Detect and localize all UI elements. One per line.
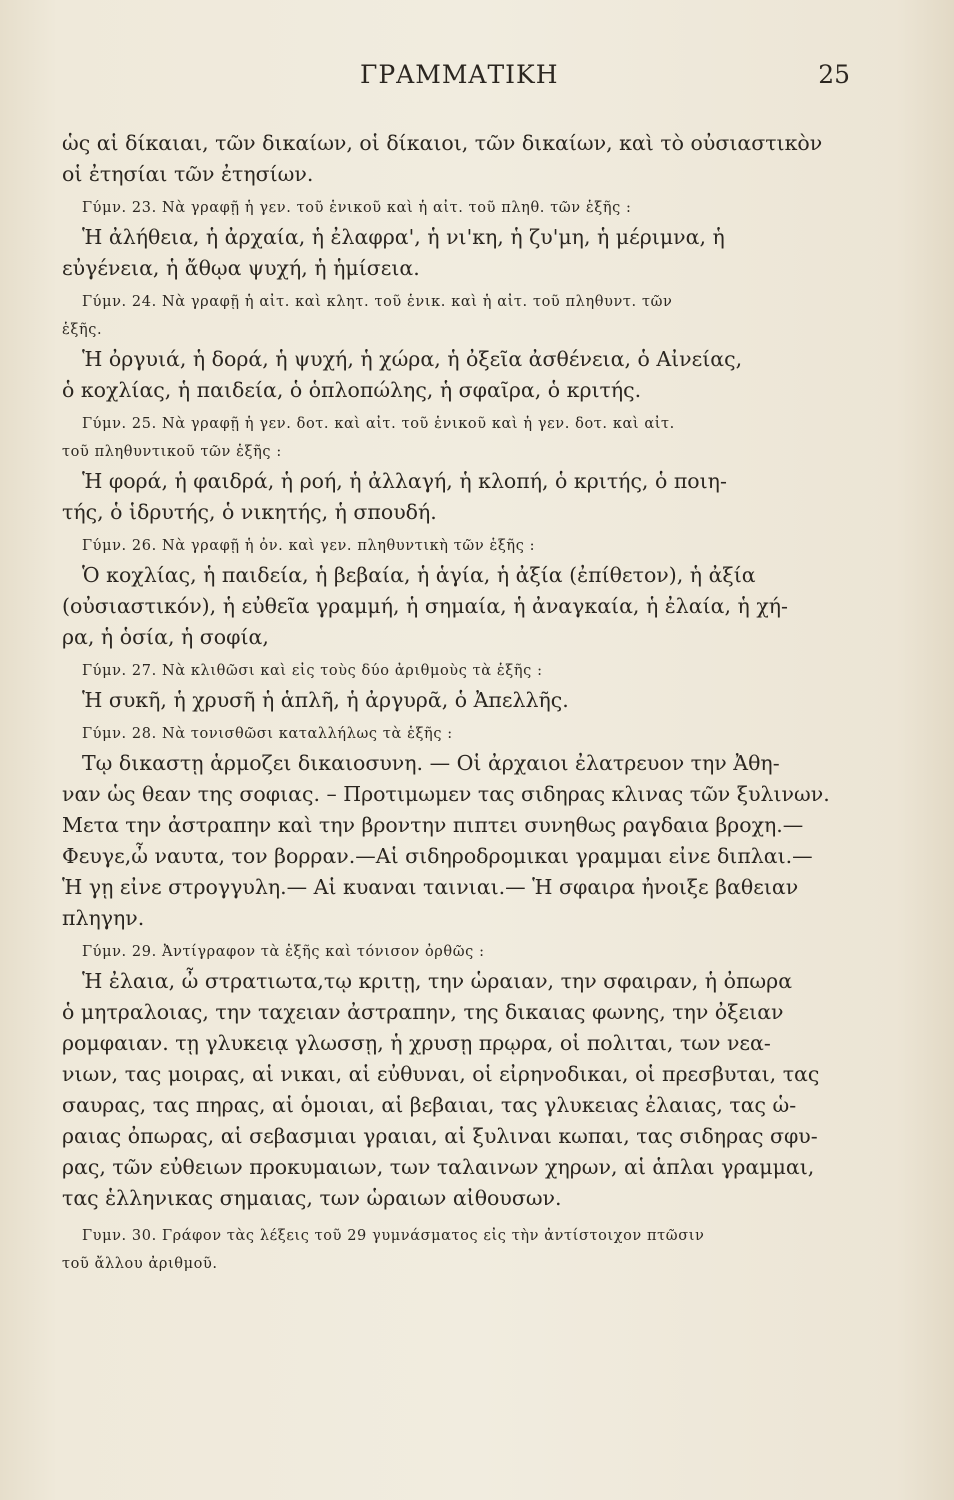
text-line: ραιας ὀπωρας, αἱ σεβασμιαι γραιαι, αἱ ξυλιναι κωπαι, τας σιδηρας σφυ- (62, 1124, 818, 1148)
text-line: (οὐσιαστικόν), ἡ εὐθεῖα γραμμή, ἡ σημαία, ἡ ἀναγκαία, ἡ ἐλαία, ἡ χή- (62, 594, 788, 618)
text-line: σαυρας, τας πηρας, αἱ ὁμοιαι, αἱ βεβαιαι, τας γλυκειας ἐλαιας, τας ὡ- (62, 1093, 797, 1117)
text-line: ρομφαιαν. τῃ γλυκειᾳ γλωσσῃ, ἡ χρυσῃ πρῳρα, οἱ πολιται, των νεα- (62, 1031, 771, 1055)
exercise-heading-25: Γύμν. 25. Νὰ γραφῇ ἡ γεν. δοτ. καὶ αἰτ. τοῦ ἑνικοῦ καὶ ἡ γεν. δοτ. καὶ αἰτ. (82, 416, 675, 432)
text-line: Ἡ ὀργυιά, ἡ δορά, ἡ ψυχή, ἡ χώρα, ἡ ὀξεῖα ἀσθένεια, ὁ Αἰνείας, (82, 347, 743, 371)
text-line: Ἡ ἐλαια, ὦ στρατιωτα,τῳ κριτῃ, την ὡραιαν, την σφαιραν, ἡ ὀπωρα (82, 969, 793, 993)
text-line: οἱ ἐτησίαι τῶν ἐτησίων. (62, 162, 314, 186)
text-line: Ἡ συκῆ, ἡ χρυσῆ ἡ ἁπλῆ, ἡ ἀργυρᾶ, ὁ Ἀπελλῆς. (82, 688, 569, 712)
text-line: νιων, τας μοιρας, αἱ νικαι, αἱ εὐθυναι, οἱ εἰρηνοδικαι, οἱ πρεσβυται, τας (62, 1062, 820, 1086)
text-line: Ἡ ἀλήθεια, ἡ ἀρχαία, ἡ ἐλαφρα', ἡ νι'κη, ἡ ζυ'μη, ἡ μέριμνα, ἡ (82, 225, 725, 249)
text-line: εὐγένεια, ἡ ἄθῳα ψυχή, ἡ ἡμίσεια. (62, 256, 420, 280)
text-line: Ὁ κοχλίας, ἡ παιδεία, ἡ βεβαία, ἡ ἁγία, ἡ ἀξία (ἐπίθετον), ἡ ἀξία (82, 563, 756, 587)
running-title: ΓΡΑΜΜΑΤΙΚΗ (360, 60, 559, 89)
text-line: τας ἑλληνικας σημαιας, των ὡραιων αἰθουσων. (62, 1186, 562, 1210)
text-line: Ἡ γῃ εἰνε στρογγυλη.— Αἱ κυαναι ταινιαι.— Ἡ σφαιρα ἠνοιξε βαθειαν (62, 875, 799, 899)
text-line: ὡς αἱ δίκαιαι, τῶν δικαίων, οἱ δίκαιοι, τῶν δικαίων, καὶ τὸ οὐσιαστικὸν (62, 131, 823, 155)
exercise-heading-30: Γυμν. 30. Γράφον τὰς λέξεις τοῦ 29 γυμνάσματος εἰς τὴν ἀντίστοιχον πτῶσιν (82, 1228, 705, 1244)
text-line: Φευγε,ὦ ναυτα, τον βορραν.—Αἱ σιδηροδρομικαι γραμμαι εἰνε διπλαι.— (62, 844, 813, 868)
text-line: τής, ὁ ἱδρυτής, ὁ νικητής, ἡ σπουδή. (62, 500, 437, 524)
text-line: ὁ μητραλοιας, την ταχειαν ἀστραπην, της δικαιας φωνης, την ὀξειαν (62, 1000, 784, 1024)
text-line: Ἡ φορά, ἡ φαιδρά, ἡ ροή, ἡ ἀλλαγή, ἡ κλοπή, ὁ κριτής, ὁ ποιη- (82, 469, 727, 493)
exercise-heading-29: Γύμν. 29. Ἀντίγραφον τὰ ἑξῆς καὶ τόνισον ὀρθῶς : (82, 944, 485, 960)
page-number: 25 (818, 60, 850, 89)
text-line: πληγην. (62, 906, 145, 930)
page-header (0, 60, 954, 100)
text-line: τοῦ ἄλλου ἀριθμοῦ. (62, 1256, 218, 1272)
exercise-heading-28: Γύμν. 28. Νὰ τονισθῶσι καταλλήλως τὰ ἑξῆς : (82, 726, 453, 742)
exercise-heading-26: Γύμν. 26. Νὰ γραφῇ ἡ ὀν. καὶ γεν. πληθυντικὴ τῶν ἑξῆς : (82, 538, 536, 554)
page-body (62, 128, 852, 1278)
text-line: ρας, τῶν εὐθειων προκυμαιων, των ταλαινων χηρων, αἱ ἁπλαι γραμμαι, (62, 1155, 815, 1179)
text-line: ρα, ἡ ὁσία, ἡ σοφία, (62, 625, 269, 649)
exercise-heading-27: Γύμν. 27. Νὰ κλιθῶσι καὶ εἰς τοὺς δύο ἀριθμοὺς τὰ ἑξῆς : (82, 663, 543, 679)
text-line: Μετα την ἀστραπην καὶ την βροντην πιπτει συνηθως ραγδαια βροχη.— (62, 813, 804, 837)
text-line: Τῳ δικαστῃ ἁρμοζει δικαιοσυνη. — Οἱ ἀρχαιοι ἐλατρευον την Ἀθη- (82, 751, 780, 775)
text-line: ναν ὡς θεαν της σοφιας. – Προτιμωμεν τας σιδηρας κλινας τῶν ξυλινων. (62, 782, 830, 806)
exercise-heading-24: Γύμν. 24. Νὰ γραφῇ ἡ αἰτ. καὶ κλητ. τοῦ ἑνικ. καὶ ἡ αἰτ. τοῦ πληθυντ. τῶν (82, 294, 673, 310)
text-line: ὁ κοχλίας, ἡ παιδεία, ὁ ὁπλοπώλης, ἡ σφαῖρα, ὁ κριτής. (62, 378, 642, 402)
text-line: τοῦ πληθυντικοῦ τῶν ἑξῆς : (62, 444, 282, 460)
exercise-heading-23: Γύμν. 23. Νὰ γραφῇ ἡ γεν. τοῦ ἑνικοῦ καὶ ἡ αἰτ. τοῦ πληθ. τῶν ἑξῆς : (82, 200, 632, 216)
text-line: ἑξῆς. (62, 322, 103, 338)
